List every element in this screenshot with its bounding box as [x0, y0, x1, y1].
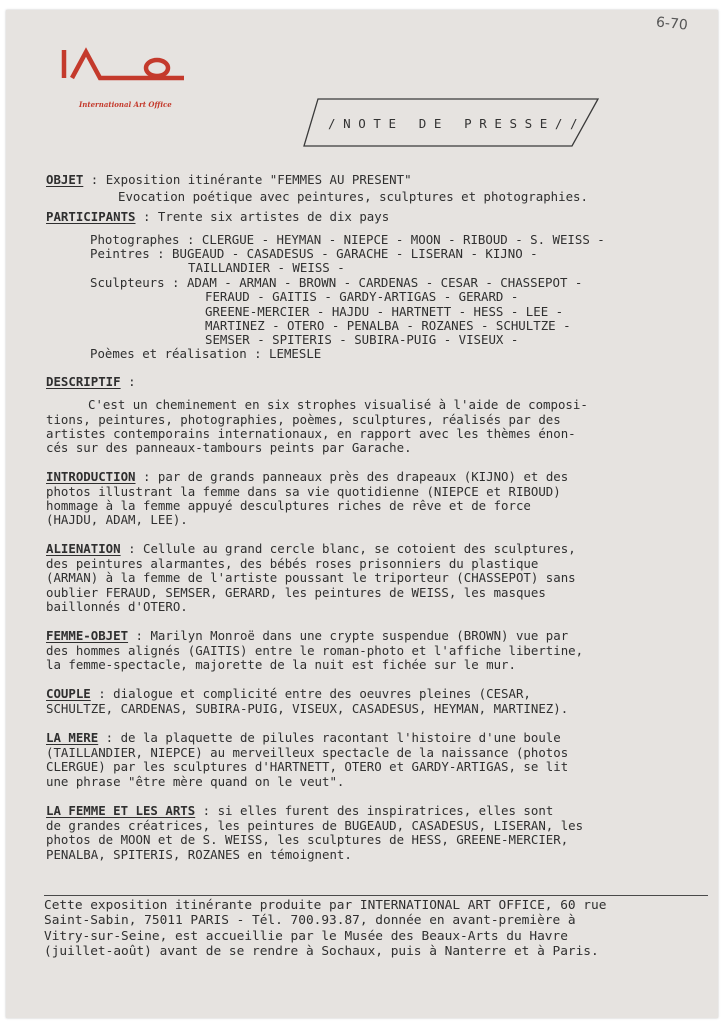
- objet-text: : Exposition itinérante "FEMMES AU PRESENT": [83, 172, 412, 187]
- participants-sculpteurs-cont-3: MARTINEZ - OTERO - PENALBA - ROZANES - SCHULTZE -: [205, 318, 571, 333]
- handwritten-reference: 6-70: [655, 14, 689, 34]
- participants-label: PARTICIPANTS: [46, 209, 136, 224]
- note-de-presse-title: /NOTE DE PRESSE//: [328, 116, 586, 131]
- introduction-line: [46, 470, 568, 484]
- femme-objet-line-3: la femme-spectacle, majorette de la nuit est fichée sur le mur.: [46, 657, 516, 672]
- alienation-line: [46, 542, 576, 556]
- footer-divider: [44, 895, 708, 896]
- logo-caption: International Art Office: [79, 100, 172, 109]
- introduction-line-2: photos illustrant la femme dans sa vie quotidienne (NIEPCE et RIBOUD): [46, 484, 561, 499]
- footer-line-4: (juillet-août) avant de se rendre à Sochaux, puis à Nanterre et à Paris.: [44, 944, 599, 959]
- femme-arts-line-4: PENALBA, SPITERIS, ROZANES en témoignent.: [46, 847, 352, 862]
- couple-line: [46, 687, 531, 701]
- descriptif-heading: [46, 375, 136, 389]
- la-mere-line-4: une phrase "être mère quand on le veut".: [46, 774, 345, 789]
- participants-poemes: Poèmes et réalisation : LEMESLE: [90, 346, 322, 361]
- participants-line: [46, 210, 389, 224]
- footer-line-3: Vitry-sur-Seine, est accueillie par le Musée des Beaux-Arts du Havre: [44, 929, 568, 944]
- la-mere-line-2: (TAILLANDIER, NIEPCE) au merveilleux spectacle de la naissance (photos: [46, 745, 569, 760]
- participants-peintres: Peintres : BUGEAUD - CASADESUS - GARACHE - LISERAN - KIJNO -: [90, 246, 538, 261]
- couple-text: : dialogue et complicité entre des oeuvres pleines (CESAR,: [90, 686, 531, 701]
- objet-label: OBJET: [46, 172, 84, 187]
- footer-line-2: Saint-Sabin, 75011 PARIS - Tél. 700.93.87, donnée en avant-première à: [44, 913, 576, 928]
- descriptif-line-1: C'est un cheminement en six strophes visualisé à l'aide de composi-: [88, 397, 588, 412]
- alienation-line-5: baillonnés d'OTERO.: [46, 599, 188, 614]
- alienation-line-4: oublier FERAUD, SEMSER, GERARD, les peintures de WEISS, les masques: [46, 585, 546, 600]
- la-mere-line-3: CLERGUE) par les sculptures d'HARTNETT, OTERO et GARDY-ARTIGAS, se lit: [46, 759, 569, 774]
- participants-sculpteurs-cont-1: FERAUD - GAITIS - GARDY-ARTIGAS - GERARD -: [205, 289, 519, 304]
- iao-logo: [60, 46, 188, 86]
- la-mere-text: : de la plaquette de pilules racontant l'histoire d'une boule: [98, 730, 561, 745]
- participants-sculpteurs: Sculpteurs : ADAM - ARMAN - BROWN - CARDENAS - CESAR - CHASSEPOT -: [90, 275, 583, 290]
- femme-arts-line-3: photos de MOON et de S. WEISS, les sculptures de HESS, GREENE-MERCIER,: [46, 832, 569, 847]
- introduction-text: : par de grands panneaux près des drapeaux (KIJNO) et des: [135, 469, 569, 484]
- participants-sculpteurs-cont-4: SEMSER - SPITERIS - SUBIRA-PUIG - VISEUX -: [205, 332, 519, 347]
- alienation-line-2: des peintures alarmantes, des bébés roses prisonniers du plastique: [46, 556, 539, 571]
- couple-line-2: SCHULTZE, CARDENAS, SUBIRA-PUIG, VISEUX, CASADESUS, HEYMAN, MARTINEZ).: [46, 701, 569, 716]
- descriptif-label: DESCRIPTIF: [46, 374, 121, 389]
- femme-objet-label: FEMME-OBJET: [46, 628, 129, 643]
- femme-arts-label: LA FEMME ET LES ARTS: [46, 803, 196, 818]
- participants-text: : Trente six artistes de dix pays: [135, 209, 390, 224]
- participants-sculpteurs-cont-2: GREENE-MERCIER - HAJDU - HARTNETT - HESS - LEE -: [205, 304, 564, 319]
- descriptif-line-3: artistes contemporains internationaux, en rapport avec les thèmes énon-: [46, 426, 576, 441]
- alienation-text: : Cellule au grand cercle blanc, se cotoient des sculptures,: [120, 541, 576, 556]
- femme-objet-line-2: des hommes alignés (GAITIS) entre le roman-photo et l'affiche libertine,: [46, 643, 584, 658]
- objet-line: [46, 173, 412, 187]
- introduction-line-3: hommage à la femme appuyé desculptures riches de rêve et de force: [46, 498, 531, 513]
- descriptif-line-4: cés sur des panneaux-tambours peints par Garache.: [46, 440, 412, 455]
- la-mere-label: LA MERE: [46, 730, 99, 745]
- participants-peintres-cont: TAILLANDIER - WEISS -: [188, 260, 345, 275]
- femme-arts-line: [46, 804, 553, 818]
- la-mere-line: [46, 731, 561, 745]
- femme-arts-text: : si elles furent des inspiratrices, elles sont: [195, 803, 554, 818]
- descriptif-colon: :: [120, 374, 136, 389]
- femme-objet-line: [46, 629, 568, 643]
- objet-line-2: Evocation poétique avec peintures, sculptures et photographies.: [118, 189, 588, 204]
- alienation-label: ALIENATION: [46, 541, 121, 556]
- descriptif-line-2: tions, peintures, photographies, poèmes, sculptures, réalisés par des: [46, 412, 561, 427]
- couple-label: COUPLE: [46, 686, 91, 701]
- footer-line-1: Cette exposition itinérante produite par INTERNATIONAL ART OFFICE, 60 rue: [44, 898, 607, 913]
- alienation-line-3: (ARMAN) à la femme de l'artiste poussant le triporteur (CHASSEPOT) sans: [46, 570, 576, 585]
- introduction-line-4: (HAJDU, ADAM, LEE).: [46, 512, 188, 527]
- femme-objet-text: : Marilyn Monroë dans une crypte suspendue (BROWN) vue par: [128, 628, 569, 643]
- femme-arts-line-2: de grandes créatrices, les peintures de BUGEAUD, CASADESUS, LISERAN, les: [46, 818, 584, 833]
- introduction-label: INTRODUCTION: [46, 469, 136, 484]
- participants-photographes: Photographes : CLERGUE - HEYMAN - NIEPCE - MOON - RIBOUD - S. WEISS -: [90, 232, 605, 247]
